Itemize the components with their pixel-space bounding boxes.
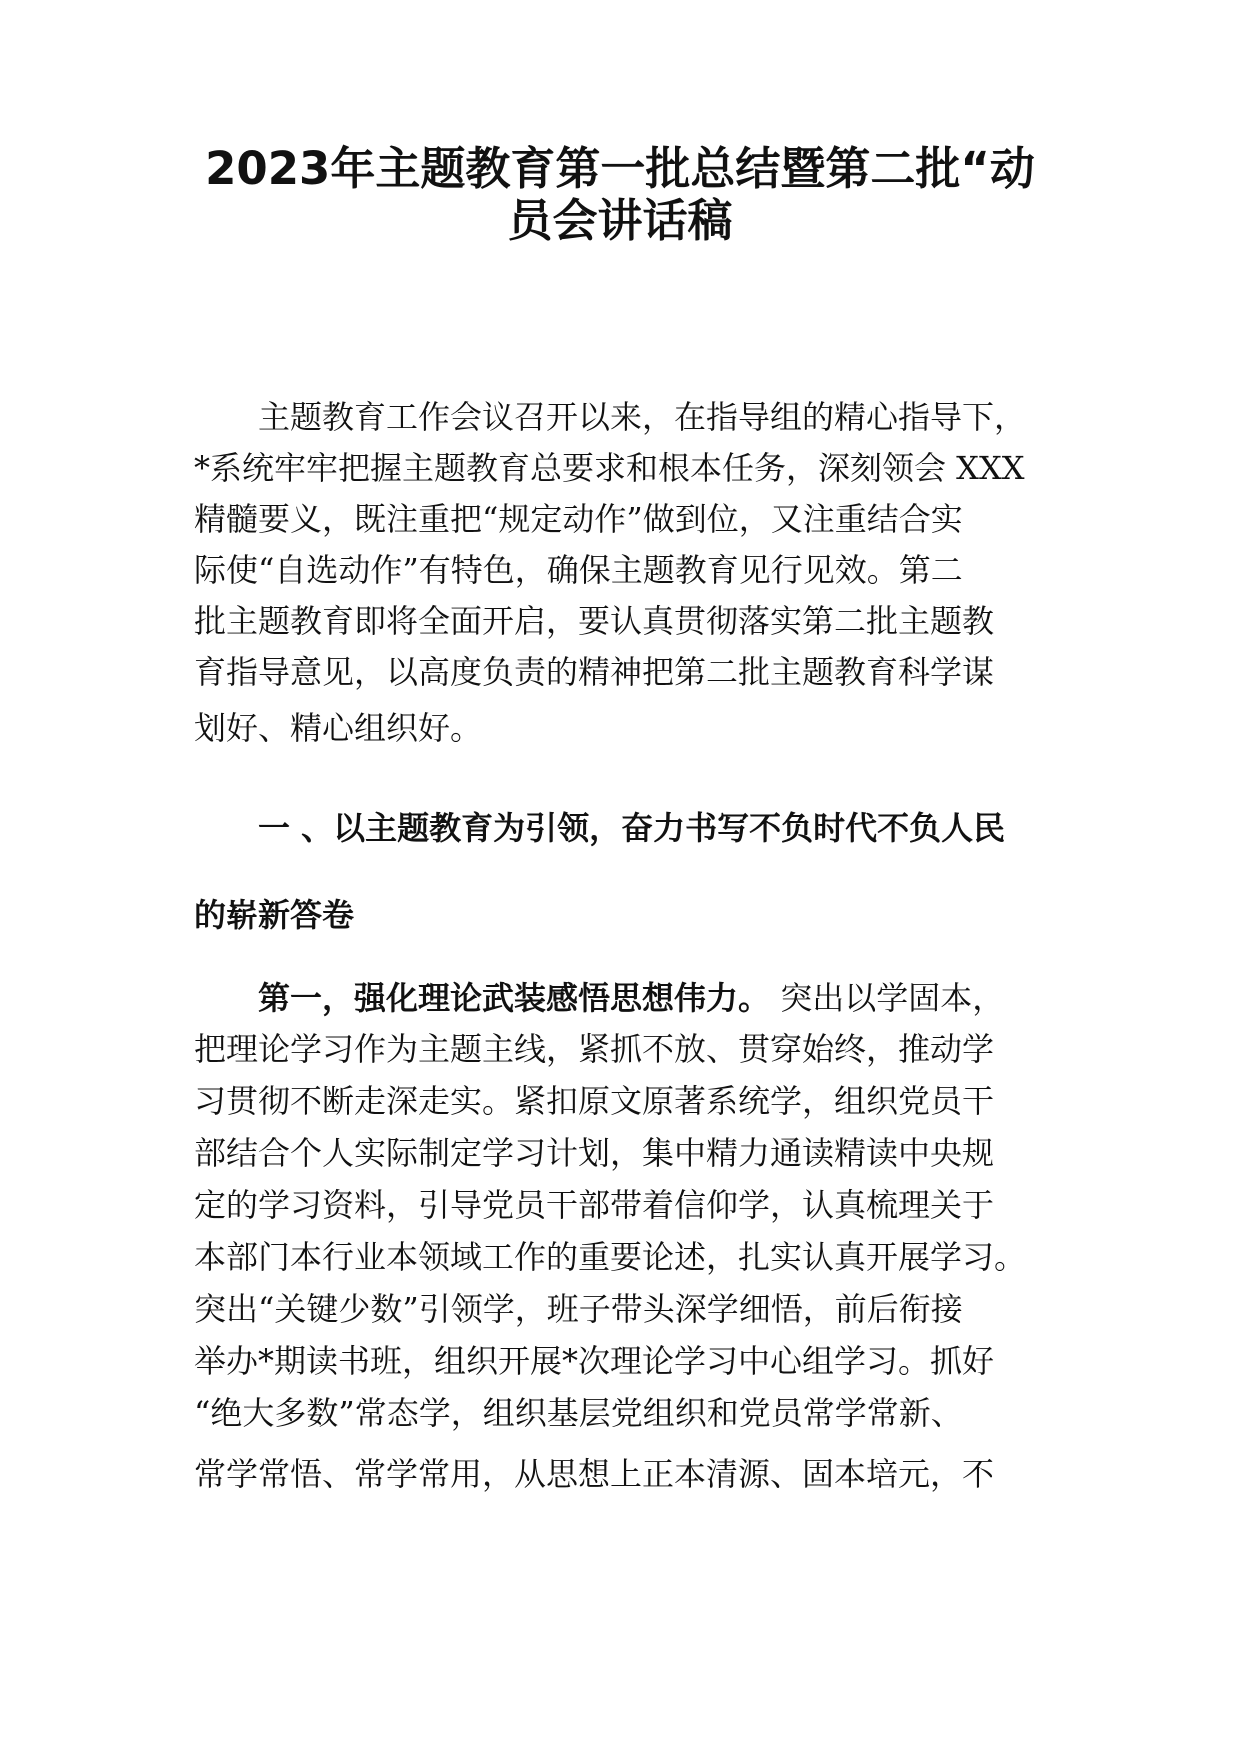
body-paragraph-line-9: 常学常悟、常学常用，从思想上正本清源、固本培元，不	[194, 1455, 995, 1493]
subsection-heading: 第一，强化理论武装感悟思想伟力。	[258, 979, 771, 1017]
body-paragraph-line-1: 把理论学习作为主题主线，紧抓不放、贯穿始终，推动学	[194, 1030, 995, 1068]
body-paragraph-line-4: 定的学习资料，引导党员干部带着信仰学，认真梳理关于	[194, 1186, 995, 1224]
intro-paragraph-line-6: 育指导意见，以高度负责的精神把第二批主题教育科学谋	[194, 653, 995, 691]
body-paragraph-line-6: 突出“关键少数”引领学，班子带头深学细悟，前后衔接	[194, 1290, 963, 1328]
intro-paragraph-line-4: 际使“自选动作”有特色，确保主题教育见行见效。第二	[194, 551, 963, 589]
body-paragraph-line-7: 举办*期读书班，组织开展*次理论学习中心组学习。抓好	[194, 1342, 995, 1380]
intro-paragraph-line-3: 精髓要义，既注重把“规定动作”做到位，又注重结合实	[194, 500, 963, 538]
intro-paragraph-line-5: 批主题教育即将全面开启，要认真贯彻落实第二批主题教	[194, 602, 995, 640]
body-paragraph-line-5: 本部门本行业本领域工作的重要论述，扎实认真开展学习。	[194, 1238, 1027, 1276]
subsection-heading-tail: 突出以学固本，	[770, 979, 1005, 1017]
document-title-line-1: 2023年主题教育第一批总结暨第二批“动	[205, 142, 1035, 195]
document-title-line-2: 员会讲话稿	[507, 194, 733, 247]
intro-paragraph-line-7: 划好、精心组织好。	[194, 709, 483, 747]
body-paragraph-line-2: 习贯彻不断走深走实。紧扣原文原著系统学，组织党员干	[194, 1082, 995, 1120]
section-heading-line-2: 的崭新答卷	[194, 896, 355, 934]
body-paragraph-line-8: “绝大多数”常态学，组织基层党组织和党员常学常新、	[194, 1394, 963, 1432]
intro-paragraph-line-1: 主题教育工作会议召开以来，在指导组的精心指导下，	[258, 398, 1027, 436]
subsection-first-line	[258, 976, 1004, 1020]
intro-paragraph-line-2: *系统牢牢把握主题教育总要求和根本任务，深刻领会 XXX	[194, 449, 1025, 487]
section-heading-line-1: 一 、以主题教育为引领，奋力书写不负时代不负人民	[258, 809, 1006, 847]
body-paragraph-line-3: 部结合个人实际制定学习计划，集中精力通读精读中央规	[194, 1134, 995, 1172]
